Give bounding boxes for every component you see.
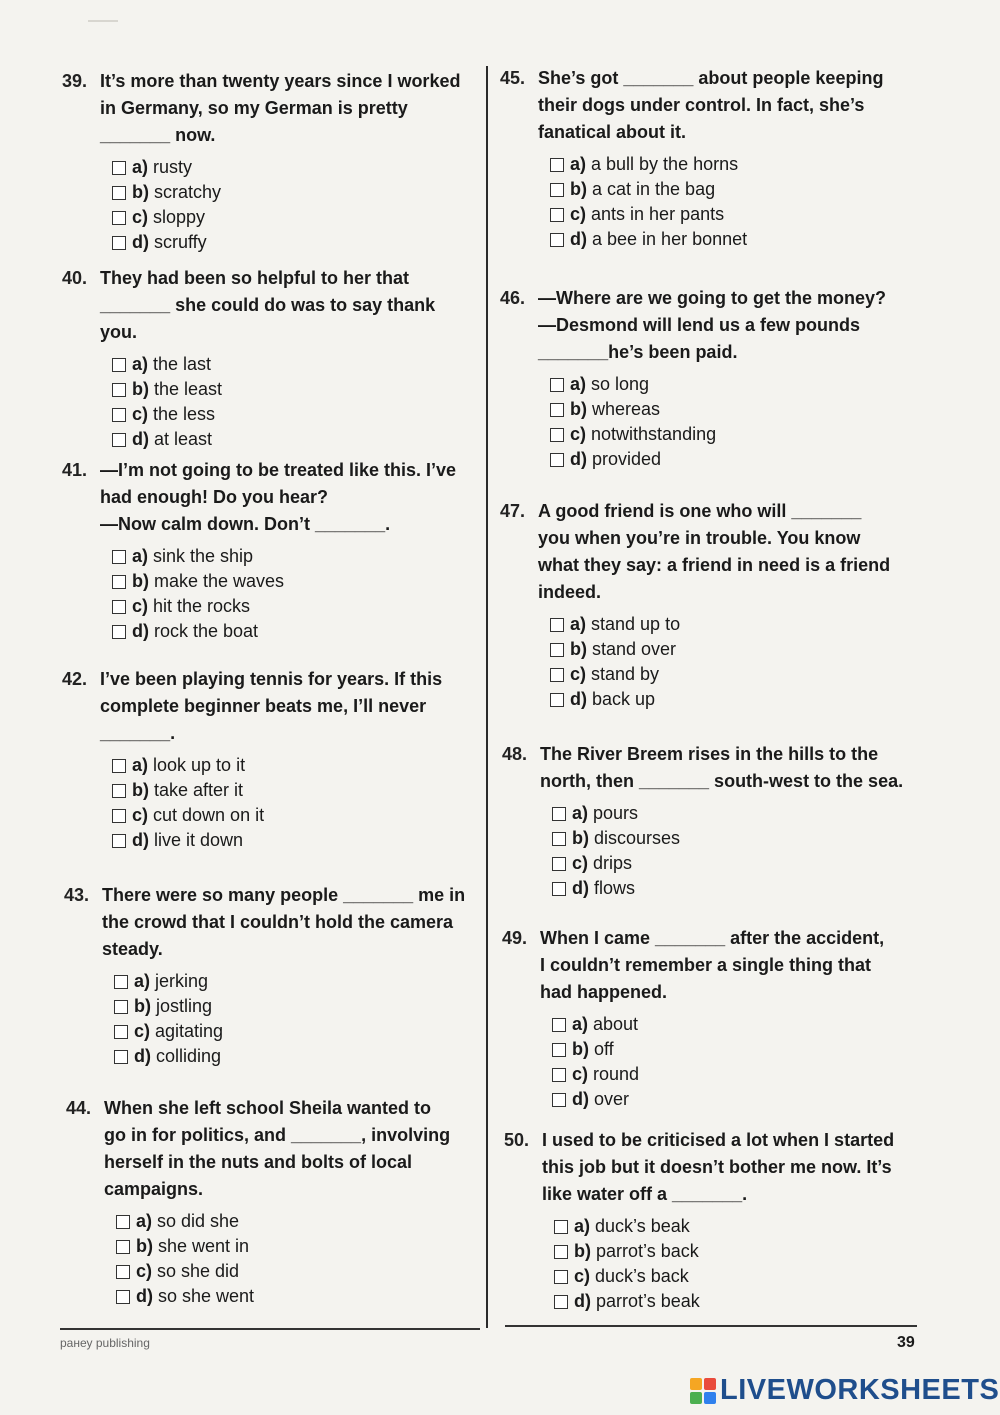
checkbox-icon[interactable] <box>112 550 126 564</box>
option-letter: b) <box>134 996 151 1016</box>
answer-option[interactable] <box>116 1209 486 1234</box>
answer-option[interactable] <box>112 377 482 402</box>
option-text: drips <box>593 853 633 873</box>
checkbox-icon[interactable] <box>550 378 564 392</box>
option-letter: d) <box>132 830 149 850</box>
question-text <box>538 65 912 146</box>
question-42 <box>62 666 482 853</box>
option-letter: c) <box>132 207 149 227</box>
question-stem <box>62 265 482 346</box>
option-letter: b) <box>572 1039 589 1059</box>
option-letter: a) <box>136 1211 153 1231</box>
question-39 <box>62 68 482 255</box>
question-text-line: fanatical about it. <box>538 122 687 142</box>
checkbox-icon[interactable] <box>554 1270 568 1284</box>
checkbox-icon[interactable] <box>550 618 564 632</box>
option-letter: a) <box>132 546 149 566</box>
question-stem <box>66 1095 486 1203</box>
checkbox-icon[interactable] <box>116 1265 130 1279</box>
option-text: stand by <box>591 664 660 684</box>
option-letter: a) <box>570 374 587 394</box>
answer-option[interactable] <box>552 851 914 876</box>
answer-option[interactable] <box>114 1044 484 1069</box>
question-text-line: When I came _______ after the accident, <box>540 928 885 948</box>
question-45 <box>500 65 912 252</box>
question-text-line: —I’m not going to be treated like this. I’ve <box>100 460 457 480</box>
question-number: 45. <box>500 68 526 88</box>
option-letter: a) <box>134 971 151 991</box>
answer-option[interactable] <box>552 1062 914 1087</box>
option-text: over <box>594 1089 630 1109</box>
question-stem <box>502 925 914 1006</box>
question-number: 41. <box>62 460 88 480</box>
checkbox-icon[interactable] <box>550 158 564 172</box>
checkbox-icon[interactable] <box>112 186 126 200</box>
checkbox-icon[interactable] <box>550 183 564 197</box>
answer-option[interactable] <box>550 397 912 422</box>
question-text-line: campaigns. <box>104 1179 204 1199</box>
checkbox-icon[interactable] <box>552 807 566 821</box>
option-text: back up <box>592 689 656 709</box>
checkbox-icon[interactable] <box>552 1018 566 1032</box>
option-text: provided <box>592 449 662 469</box>
option-text: notwithstanding <box>591 424 717 444</box>
answer-option[interactable] <box>550 687 912 712</box>
question-text <box>540 741 914 795</box>
option-letter: d) <box>572 1089 589 1109</box>
question-48 <box>502 741 914 901</box>
checkbox-icon[interactable] <box>554 1220 568 1234</box>
answer-option[interactable] <box>550 152 912 177</box>
option-text: duck’s beak <box>595 1216 690 1236</box>
question-number: 48. <box>502 744 528 764</box>
question-text-line: —Now calm down. Don’t _______. <box>100 514 391 534</box>
question-stem <box>62 666 482 747</box>
option-text: sink the ship <box>153 546 254 566</box>
question-text-line: had enough! Do you hear? <box>100 487 328 507</box>
option-text: the least <box>154 379 223 399</box>
option-text: whereas <box>592 399 661 419</box>
footer-rule-left <box>60 1328 480 1330</box>
option-letter: c) <box>570 204 587 224</box>
answer-option[interactable] <box>112 352 482 377</box>
question-text-line: A good friend is one who will _______ <box>538 501 862 521</box>
option-letter: c) <box>574 1266 591 1286</box>
checkbox-icon[interactable] <box>550 208 564 222</box>
question-44 <box>66 1095 486 1309</box>
answer-option[interactable] <box>112 155 482 180</box>
option-letter: c) <box>572 853 589 873</box>
checkbox-icon[interactable] <box>116 1215 130 1229</box>
answer-options <box>116 1209 486 1309</box>
option-text: jostling <box>156 996 213 1016</box>
question-text-line: you when you’re in trouble. You know <box>538 528 861 548</box>
option-text: a bull by the horns <box>591 154 739 174</box>
brand-watermark <box>690 1374 999 1407</box>
option-letter: a) <box>570 614 587 634</box>
checkbox-icon[interactable] <box>112 211 126 225</box>
question-text-line: their dogs under control. In fact, she’s <box>538 95 865 115</box>
option-letter: b) <box>132 379 149 399</box>
checkbox-icon[interactable] <box>114 975 128 989</box>
option-text: pours <box>593 803 639 823</box>
option-letter: a) <box>132 157 149 177</box>
answer-option[interactable] <box>116 1284 486 1309</box>
answer-option[interactable] <box>554 1214 916 1239</box>
checkbox-icon[interactable] <box>112 575 126 589</box>
answer-options <box>552 801 914 901</box>
question-47 <box>500 498 912 712</box>
question-text-line: _______ now. <box>100 125 216 145</box>
question-text <box>100 68 482 149</box>
question-40 <box>62 265 482 452</box>
answer-option[interactable] <box>552 1012 914 1037</box>
answer-option[interactable] <box>550 447 912 472</box>
answer-option[interactable] <box>554 1289 916 1314</box>
question-text <box>538 285 912 366</box>
checkbox-icon[interactable] <box>112 759 126 773</box>
question-text <box>104 1095 486 1203</box>
checkbox-icon[interactable] <box>112 433 126 447</box>
option-letter: c) <box>132 404 149 424</box>
question-stem <box>500 65 912 146</box>
answer-option[interactable] <box>550 612 912 637</box>
checkbox-icon[interactable] <box>112 161 126 175</box>
checkbox-icon[interactable] <box>112 784 126 798</box>
question-text-line: It’s more than twenty years since I worked <box>100 71 461 91</box>
checkbox-icon[interactable] <box>550 428 564 442</box>
option-letter: c) <box>132 596 149 616</box>
question-text-line: They had been so helpful to her that <box>100 268 410 288</box>
answer-option[interactable] <box>112 594 482 619</box>
checkbox-icon[interactable] <box>552 857 566 871</box>
question-stem <box>502 741 914 795</box>
question-text-line: this job but it doesn’t bother me now. It’s <box>542 1157 892 1177</box>
checkbox-icon[interactable] <box>550 233 564 247</box>
option-text: rock the boat <box>154 621 259 641</box>
option-letter: d) <box>132 232 149 252</box>
question-text-line: _______. <box>100 723 176 743</box>
answer-options <box>552 1012 914 1112</box>
answer-options <box>112 155 482 255</box>
answer-option[interactable] <box>550 227 912 252</box>
footer-rule-right <box>505 1325 917 1327</box>
checkbox-icon[interactable] <box>554 1245 568 1259</box>
question-number: 47. <box>500 501 526 521</box>
brand-name: LIVEWORKSHEETS <box>720 1374 1000 1406</box>
question-text-line: She’s got _______ about people keeping <box>538 68 884 88</box>
answer-options <box>112 753 482 853</box>
question-text <box>102 882 484 963</box>
answer-option[interactable] <box>112 544 482 569</box>
question-text-line: in Germany, so my German is pretty <box>100 98 408 118</box>
question-text-line: —Where are we going to get the money? <box>538 288 887 308</box>
question-text-line: the crowd that I couldn’t hold the camera <box>102 912 454 932</box>
answer-option[interactable] <box>112 402 482 427</box>
question-number: 49. <box>502 928 528 948</box>
option-text: colliding <box>156 1046 222 1066</box>
checkbox-icon[interactable] <box>552 1068 566 1082</box>
brand-logo-icon <box>690 1378 716 1404</box>
checkbox-icon[interactable] <box>112 408 126 422</box>
checkbox-icon[interactable] <box>552 832 566 846</box>
answer-option[interactable] <box>552 1037 914 1062</box>
question-41 <box>62 457 482 644</box>
option-text: a cat in the bag <box>592 179 716 199</box>
question-text-line: —Desmond will lend us a few pounds <box>538 315 861 335</box>
answer-options <box>550 612 912 712</box>
answer-option[interactable] <box>112 803 482 828</box>
option-text: round <box>593 1064 640 1084</box>
question-number: 50. <box>504 1130 530 1150</box>
option-letter: c) <box>132 805 149 825</box>
option-text: so she went <box>158 1286 255 1306</box>
checkbox-icon[interactable] <box>112 834 126 848</box>
question-text <box>542 1127 916 1208</box>
question-text-line: There were so many people _______ me in <box>102 885 466 905</box>
checkbox-icon[interactable] <box>112 809 126 823</box>
option-letter: b) <box>572 828 589 848</box>
question-text-line: complete beginner beats me, I’ll never <box>100 696 427 716</box>
question-number: 43. <box>64 885 90 905</box>
checkbox-icon[interactable] <box>116 1240 130 1254</box>
checkbox-icon[interactable] <box>550 643 564 657</box>
option-letter: d) <box>574 1291 591 1311</box>
option-letter: a) <box>570 154 587 174</box>
answer-option[interactable] <box>114 1019 484 1044</box>
question-stem <box>500 285 912 366</box>
option-text: the less <box>153 404 216 424</box>
option-text: discourses <box>594 828 681 848</box>
checkbox-icon[interactable] <box>550 453 564 467</box>
question-text <box>100 265 482 346</box>
question-46 <box>500 285 912 472</box>
option-letter: b) <box>132 182 149 202</box>
checkbox-icon[interactable] <box>112 236 126 250</box>
option-letter: b) <box>570 639 587 659</box>
option-letter: d) <box>572 878 589 898</box>
checkbox-icon[interactable] <box>114 1000 128 1014</box>
checkbox-icon[interactable] <box>116 1290 130 1304</box>
answer-option[interactable] <box>112 205 482 230</box>
option-text: scratchy <box>154 182 222 202</box>
option-text: sloppy <box>153 207 206 227</box>
answer-option[interactable] <box>116 1234 486 1259</box>
question-number: 42. <box>62 669 88 689</box>
question-text-line: I couldn’t remember a single thing that <box>540 955 872 975</box>
option-text: scruffy <box>154 232 207 252</box>
answer-option[interactable] <box>112 180 482 205</box>
answer-option[interactable] <box>114 994 484 1019</box>
column-divider <box>486 66 488 1328</box>
answer-option[interactable] <box>550 177 912 202</box>
question-text-line: When she left school Sheila wanted to <box>104 1098 432 1118</box>
question-43 <box>64 882 484 1069</box>
question-number: 40. <box>62 268 88 288</box>
option-text: so did she <box>157 1211 240 1231</box>
question-text-line: herself in the nuts and bolts of local <box>104 1152 413 1172</box>
question-text-line: The River Breem rises in the hills to the <box>540 744 879 764</box>
question-text-line: I’ve been playing tennis for years. If this <box>100 669 443 689</box>
question-text-line: _______ she could do was to say thank <box>100 295 436 315</box>
option-letter: b) <box>132 780 149 800</box>
checkbox-icon[interactable] <box>112 358 126 372</box>
option-text: about <box>593 1014 639 1034</box>
answer-option[interactable] <box>552 826 914 851</box>
checkbox-icon[interactable] <box>550 693 564 707</box>
option-letter: d) <box>570 229 587 249</box>
option-letter: b) <box>136 1236 153 1256</box>
question-stem <box>62 68 482 149</box>
option-letter: c) <box>134 1021 151 1041</box>
option-text: stand up to <box>591 614 681 634</box>
checkbox-icon[interactable] <box>114 1025 128 1039</box>
option-letter: d) <box>570 449 587 469</box>
question-50 <box>504 1127 916 1314</box>
question-stem <box>504 1127 916 1208</box>
option-text: at least <box>154 429 213 449</box>
option-text: parrot’s beak <box>596 1291 700 1311</box>
option-letter: a) <box>572 803 589 823</box>
option-letter: b) <box>132 571 149 591</box>
question-stem <box>500 498 912 606</box>
option-text: jerking <box>155 971 209 991</box>
question-text-line: like water off a _______. <box>542 1184 748 1204</box>
answer-options <box>550 152 912 252</box>
checkbox-icon[interactable] <box>552 1043 566 1057</box>
option-text: stand over <box>592 639 677 659</box>
top-mark <box>88 20 118 22</box>
answer-options <box>554 1214 916 1314</box>
checkbox-icon[interactable] <box>552 882 566 896</box>
checkbox-icon[interactable] <box>552 1093 566 1107</box>
option-text: a bee in her bonnet <box>592 229 748 249</box>
question-text-line: I used to be criticised a lot when I started <box>542 1130 895 1150</box>
checkbox-icon[interactable] <box>554 1295 568 1309</box>
question-text-line: north, then _______ south-west to the sea. <box>540 771 904 791</box>
checkbox-icon[interactable] <box>112 600 126 614</box>
option-text: so she did <box>157 1261 240 1281</box>
checkbox-icon[interactable] <box>550 668 564 682</box>
option-text: duck’s back <box>595 1266 689 1286</box>
answer-option[interactable] <box>550 662 912 687</box>
question-stem <box>64 882 484 963</box>
answer-option[interactable] <box>112 230 482 255</box>
page-number: 39 <box>897 1334 915 1351</box>
question-text-line: you. <box>100 322 138 342</box>
answer-option[interactable] <box>116 1259 486 1284</box>
checkbox-icon[interactable] <box>114 1050 128 1064</box>
question-text-line: _______he’s been paid. <box>538 342 738 362</box>
option-text: ants in her pants <box>591 204 725 224</box>
option-text: she went in <box>158 1236 250 1256</box>
option-letter: c) <box>570 424 587 444</box>
option-letter: b) <box>570 399 587 419</box>
answer-option[interactable] <box>114 969 484 994</box>
option-text: live it down <box>154 830 244 850</box>
question-text-line: had happened. <box>540 982 668 1002</box>
option-letter: c) <box>572 1064 589 1084</box>
answer-options <box>112 352 482 452</box>
question-49 <box>502 925 914 1112</box>
option-letter: c) <box>136 1261 153 1281</box>
publisher-credit: ранеу publishing <box>60 1336 150 1350</box>
question-text <box>100 666 482 747</box>
answer-option[interactable] <box>550 422 912 447</box>
answer-option[interactable] <box>550 637 912 662</box>
option-letter: d) <box>570 689 587 709</box>
option-letter: a) <box>132 354 149 374</box>
answer-option[interactable] <box>112 619 482 644</box>
option-letter: b) <box>570 179 587 199</box>
question-text <box>100 457 482 538</box>
answer-option[interactable] <box>550 202 912 227</box>
answer-option[interactable] <box>552 801 914 826</box>
answer-option[interactable] <box>112 569 482 594</box>
question-number: 44. <box>66 1098 92 1118</box>
checkbox-icon[interactable] <box>550 403 564 417</box>
checkbox-icon[interactable] <box>112 625 126 639</box>
question-number: 39. <box>62 71 88 91</box>
option-letter: b) <box>574 1241 591 1261</box>
question-text-line: what they say: a friend in need is a friend <box>538 555 891 575</box>
option-letter: c) <box>570 664 587 684</box>
option-text: parrot’s back <box>596 1241 699 1261</box>
question-text-line: indeed. <box>538 582 602 602</box>
answer-option[interactable] <box>554 1239 916 1264</box>
answer-option[interactable] <box>554 1264 916 1289</box>
answer-option[interactable] <box>112 427 482 452</box>
answer-options <box>112 544 482 644</box>
option-text: make the waves <box>154 571 285 591</box>
option-letter: d) <box>134 1046 151 1066</box>
option-letter: d) <box>132 621 149 641</box>
answer-option[interactable] <box>552 876 914 901</box>
option-letter: d) <box>132 429 149 449</box>
checkbox-icon[interactable] <box>112 383 126 397</box>
question-number: 46. <box>500 288 526 308</box>
option-letter: a) <box>132 755 149 775</box>
answer-options <box>114 969 484 1069</box>
question-text <box>538 498 912 606</box>
option-text: look up to it <box>153 755 246 775</box>
answer-option[interactable] <box>112 778 482 803</box>
answer-option[interactable] <box>112 753 482 778</box>
question-stem <box>62 457 482 538</box>
option-letter: d) <box>136 1286 153 1306</box>
option-letter: a) <box>572 1014 589 1034</box>
option-text: flows <box>594 878 636 898</box>
answer-option[interactable] <box>112 828 482 853</box>
option-text: agitating <box>155 1021 224 1041</box>
option-letter: a) <box>574 1216 591 1236</box>
answer-option[interactable] <box>552 1087 914 1112</box>
option-text: so long <box>591 374 650 394</box>
answer-option[interactable] <box>550 372 912 397</box>
question-text <box>540 925 914 1006</box>
option-text: rusty <box>153 157 193 177</box>
option-text: the last <box>153 354 212 374</box>
question-text-line: go in for politics, and _______, involving <box>104 1125 451 1145</box>
question-text-line: steady. <box>102 939 163 959</box>
option-text: hit the rocks <box>153 596 251 616</box>
option-text: take after it <box>154 780 244 800</box>
answer-options <box>550 372 912 472</box>
option-text: off <box>594 1039 614 1059</box>
option-text: cut down on it <box>153 805 265 825</box>
